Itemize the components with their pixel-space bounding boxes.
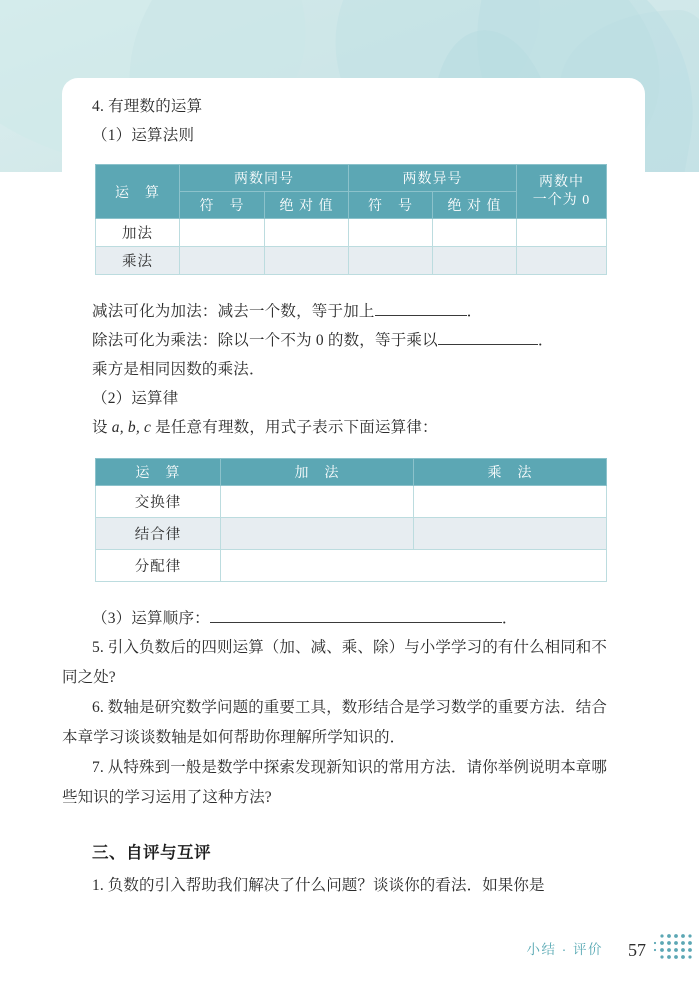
th-sign-2: 符 号 [349,192,433,219]
question-item-7: 7. 从特殊到一般是数学中探索发现新知识的常用方法．请你举例说明本章哪些知识的学习运用了这种方法? [62,759,608,806]
th-operation: 运 算 [96,165,180,219]
division-rule-line [62,326,645,355]
subtraction-rule-line [62,297,645,326]
cell-blank[interactable] [433,219,517,247]
row-label-associative: 结合律 [96,518,221,550]
question-section3-item-1: 1. 负数的引入帮助我们解决了什么问题？谈谈你的看法．如果你是 [92,877,545,894]
cell-blank[interactable] [517,247,607,275]
th-abs-1: 绝 对 值 [265,192,349,219]
table-row [96,518,607,550]
fill-blank-1[interactable] [375,315,467,316]
cell-blank-merged[interactable] [221,550,607,582]
th-sign-1: 符 号 [180,192,265,219]
th2-addition: 加 法 [221,459,414,486]
heading-item-4: 4. 有理数的运算 [92,98,203,115]
dot-grid-decoration [651,932,695,962]
page-footer [0,930,699,970]
cell-blank[interactable] [221,518,414,550]
cell-blank[interactable] [517,219,607,247]
table-2-body [96,486,607,582]
power-rule-line: 乘方是相同因数的乘法． [92,361,265,378]
cell-blank[interactable] [433,247,517,275]
table-row [96,486,607,518]
table-row [96,219,607,247]
operation-rules-table [95,164,607,275]
table-1-body [96,219,607,275]
operation-laws-table [95,458,607,582]
subtraction-rule-period: ． [466,303,483,320]
intro-prefix: 设 [92,419,112,436]
cell-blank[interactable] [180,219,265,247]
th-same-sign: 两数同号 [180,165,349,192]
fill-blank-3[interactable] [210,622,502,623]
variables-abc: a, b, c [111,419,152,436]
th2-multiplication: 乘 法 [414,459,607,486]
cell-blank[interactable] [265,247,349,275]
table-row [96,550,607,582]
row-label-addition: 加法 [96,219,180,247]
heading-sub-1: （1）运算法则 [92,127,195,144]
row-label-commutative: 交换律 [96,486,221,518]
page-content [62,78,645,901]
th-one-is-zero [517,165,607,219]
heading-sub-2: （2）运算律 [92,390,179,407]
row-label-multiplication: 乘法 [96,247,180,275]
division-rule-period: ． [537,332,554,349]
cell-blank[interactable] [265,219,349,247]
row-label-distributive: 分配律 [96,550,221,582]
question-item-5: 5. 引入负数后的四则运算（加、减、乘、除）与小学学习的有什么相同和不同之处? [62,639,608,686]
cell-blank[interactable] [180,247,265,275]
subtraction-rule-text: 减法可化为加法：减去一个数，等于加上 [92,303,375,320]
division-rule-text: 除法可化为乘法：除以一个不为 0 的数，等于乘以 [92,332,438,349]
intro-suffix: 是任意有理数，用式子表示下面运算律： [151,419,438,436]
th-diff-sign: 两数异号 [349,165,517,192]
fill-blank-2[interactable] [438,344,538,345]
table-1-wrapper [62,164,645,275]
footer-chapter-label: 小结 · 评价 [526,942,603,957]
cell-blank[interactable] [221,486,414,518]
operation-order-text: （3）运算顺序： [92,610,210,627]
cell-blank[interactable] [414,518,607,550]
cell-blank[interactable] [349,219,433,247]
table-2-head [96,459,607,486]
th-one-is-zero-line1: 两数中 [539,174,584,190]
page-number: 57 [628,940,646,960]
cell-blank[interactable] [349,247,433,275]
table-1-head [96,165,607,219]
section-heading-self-peer-eval: 三、自评与互评 [92,844,211,862]
question-item-6: 6. 数轴是研究数学问题的重要工具，数形结合是学习数学的重要方法．结合本章学习谈谈数轴是如何帮助你理解所学知识的． [62,699,608,746]
table-2-wrapper [62,458,645,582]
operation-order-period: ． [501,610,518,627]
cell-blank[interactable] [414,486,607,518]
table-row [96,247,607,275]
th2-operation: 运 算 [96,459,221,486]
operation-order-line [62,604,645,633]
th-one-is-zero-line2: 一个为 0 [532,192,591,208]
th-abs-2: 绝 对 值 [433,192,517,219]
operation-laws-intro [62,413,645,442]
